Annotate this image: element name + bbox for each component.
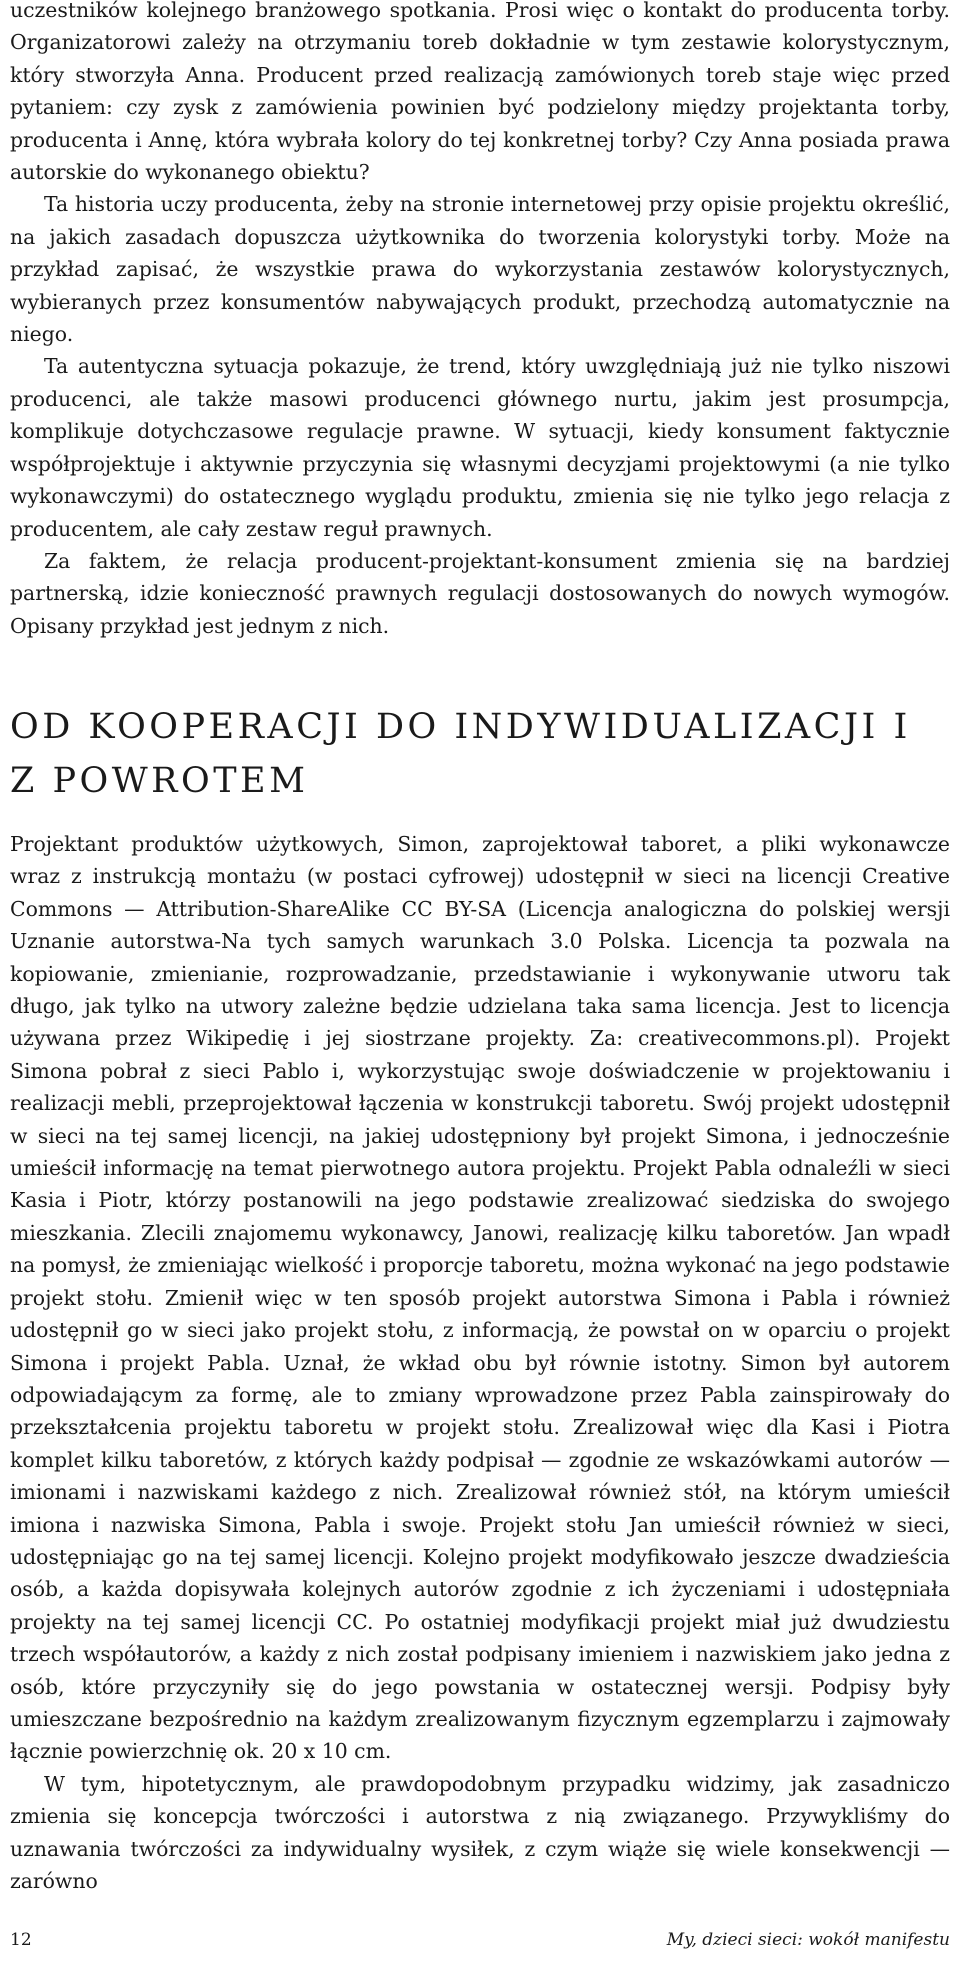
paragraph: Za faktem, że relacja producent-projektant-konsument zmienia się na bardziej partnerską, idzie konieczność prawnych regulacji dostosowanych do nowych wymogów. Opisany przykład jest jednym z nich. <box>10 548 950 638</box>
paragraph: uczestników kolejnego branżowego spotkania. Prosi więc o kontakt do producenta torby. Organizatorowi zależy na otrzymaniu toreb dokładnie w tym zestawie kolorystycznym, który stworzyła Anna. Producent przed realizacją zamówionych toreb staje więc przed pytaniem: czy zysk z zamówienia powinien być podzielony między projektanta torby, producenta i Annę, która wybrała kolory do tej konkretnej torby? Czy Anna posiada prawa autorskie do wykonanego obiektu? <box>10 0 950 185</box>
section-heading: OD KOOPERACJI DO INDYWIDUALIZACJI I Z POWROTEM <box>10 707 911 801</box>
paragraph: W tym, hipotetycznym, ale prawdopodobnym przypadku widzimy, jak zasadniczo zmienia się koncepcja twórczości i autorstwa z nią związanego. Przywykliśmy do uznawania twórczości za indywidualny wysiłek, z czym wiąże się wiele konsekwencji — zarówno <box>10 1771 950 1893</box>
body-text-bottom <box>10 828 950 1897</box>
paragraph: Ta historia uczy producenta, żeby na stronie internetowej przy opisie projektu określić, na jakich zasadach dopuszcza użytkownika do tworzenia kolorystyki torby. Może na przykład zapisać, że wszystkie prawa do wykorzystania zestawów kolorystycznych, wybieranych przez konsumentów nabywających produkt, przechodzą automatycznie na niego. <box>10 192 950 347</box>
page-number: 12 <box>10 1930 32 1950</box>
paragraph: Projektant produktów użytkowych, Simon, zaprojektował taboret, a pliki wykonawcze wraz z instrukcją montażu (w postaci cyfrowej) udostępnił w sieci na licencji Creative Commons — Attribution-ShareAlike CC BY-SA (Licencja analogiczna do polskiej wersji Uznanie autorstwa-Na tych samych warunkach 3.0 Polska. Licencja ta pozwala na kopiowanie, zmienianie, rozprowadzanie, przedstawianie i wykonywanie utworu tak długo, jak tylko na utwory zależne będzie udzielana taka sama licencja. Jest to licencja używana przez Wikipedię i jej siostrzane projekty. Za: creativecommons.pl). Projekt Simona pobrał z sieci Pablo i, wykorzystując swoje doświadczenie w projektowaniu i realizacji mebli, przeprojektował łączenia w konstrukcji taboretu. Swój projekt udostępnił w sieci na tej samej licencji, na jakiej udostępniony był projekt Simona, i jednocześnie umieścił informację na temat pierwotnego autora projektu. Projekt Pabla odnaleźli w sieci Kasia i Piotr, którzy postanowili na jego podstawie zrealizować siedziska do swojego mieszkania. Zlecili znajomemu wykonawcy, Janowi, realizację kilku taboretów. Jan wpadł na pomysł, że zmieniając wielkość i proporcje taboretu, można wykonać na jego podstawie projekt stołu. Zmienił więc w ten sposób projekt autorstwa Simona i Pabla i również udostępnił go w sieci jako projekt stołu, z informacją, że powstał on w oparciu o projekt Simona i projekt Pabla. Uznał, że wkład obu był równie istotny. Simon był autorem odpowiadającym za formę, ale to zmiany wprowadzone przez Pabla zainspirowały do przekształcenia projektu taboretu w projekt stołu. Zrealizował więc dla Kasi i Piotra komplet kilku taboretów, z których każdy podpisał — zgodnie ze wskazówkami autorów — imionami i nazwiskami każdego z nich. Zrealizował również stół, na którym umieścił imiona i nazwiska Simona, Pabla i swoje. Projekt stołu Jan umieścił również w sieci, udostępniając go na tej samej licencji. Kolejno projekt modyfikowało jeszcze dwadzieścia osób, a każda dopisywała kolejnych autorów zgodnie z ich życzeniami i udostępniała projekty na tej samej licencji CC. Po ostatniej modyfikacji projekt miał już dwudziestu trzech współautorów, a każdy z nich został podpisany imieniem i nazwiskiem jako jedna z osób, które przyczyniły się do jego powstania w ostatecznej wersji. Podpisy były umieszczane bezpośrednio na każdym zrealizowanym fizycznym egzemplarzu i zajmowały łącznie powierzchnię ok. 20 x 10 cm. <box>10 832 950 1764</box>
paragraph: Ta autentyczna sytuacja pokazuje, że trend, który uwzględniają już nie tylko niszowi producenci, ale także masowi producenci głównego nurtu, jakim jest prosumpcja, komplikuje dotychczasowe regulacje prawne. W sytuacji, kiedy konsument faktycznie współprojektuje i aktywnie przyczynia się własnymi decyzjami projektowymi (a nie tylko wykonawczymi) do ostatecznego wyglądu produktu, zmienia się nie tylko jego relacja z producentem, ale cały zestaw reguł prawnych. <box>10 354 950 541</box>
running-title: My, dzieci sieci: wokół manifestu <box>666 1930 950 1950</box>
body-text-top <box>10 0 950 642</box>
page-footer <box>10 1929 950 1951</box>
